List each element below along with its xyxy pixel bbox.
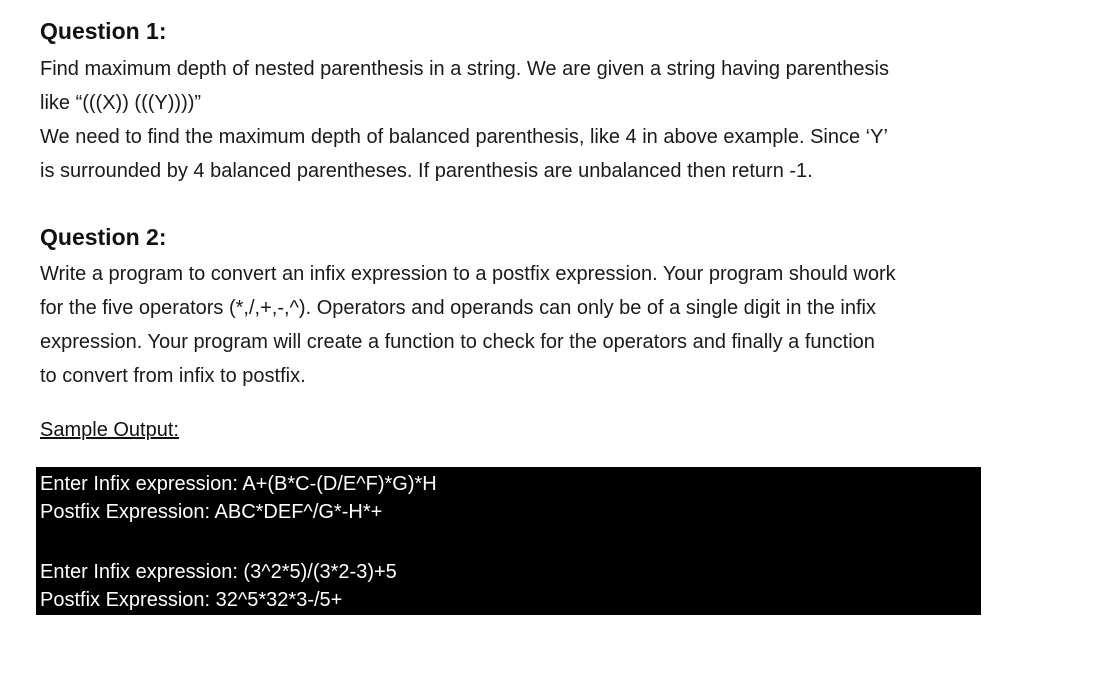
question-2-line: for the five operators (*,/,+,-,^). Operators and operands can only be of a single digit in the infix [40,297,876,319]
sample-output-console [36,467,981,615]
question-2-line: Write a program to convert an infix expression to a postfix expression. Your program should work [40,263,896,285]
question-2-heading: Question 2: [40,224,167,250]
question-2-line: to convert from infix to postfix. [40,365,306,387]
console-line: Enter Infix expression: A+(B*C-(D/E^F)*G)*H [40,473,437,495]
question-1-line: Find maximum depth of nested parenthesis in a string. We are given a string having parenthesis [40,58,889,80]
question-1-line: like “(((X)) (((Y))))” [40,92,202,114]
console-line: Postfix Expression: 32^5*32*3-/5+ [40,589,343,611]
console-line: Postfix Expression: ABC*DEF^/G*-H*+ [40,501,383,523]
sample-output-label: Sample Output: [40,419,179,441]
question-1-line: We need to find the maximum depth of balanced parenthesis, like 4 in above example. Since ‘Y’ [40,126,888,148]
question-1-heading: Question 1: [40,18,167,44]
question-2-line: expression. Your program will create a function to check for the operators and finally a function [40,331,875,353]
question-1-line: is surrounded by 4 balanced parentheses. If parenthesis are unbalanced then return -1. [40,160,813,182]
console-line: Enter Infix expression: (3^2*5)/(3*2-3)+5 [40,561,397,583]
